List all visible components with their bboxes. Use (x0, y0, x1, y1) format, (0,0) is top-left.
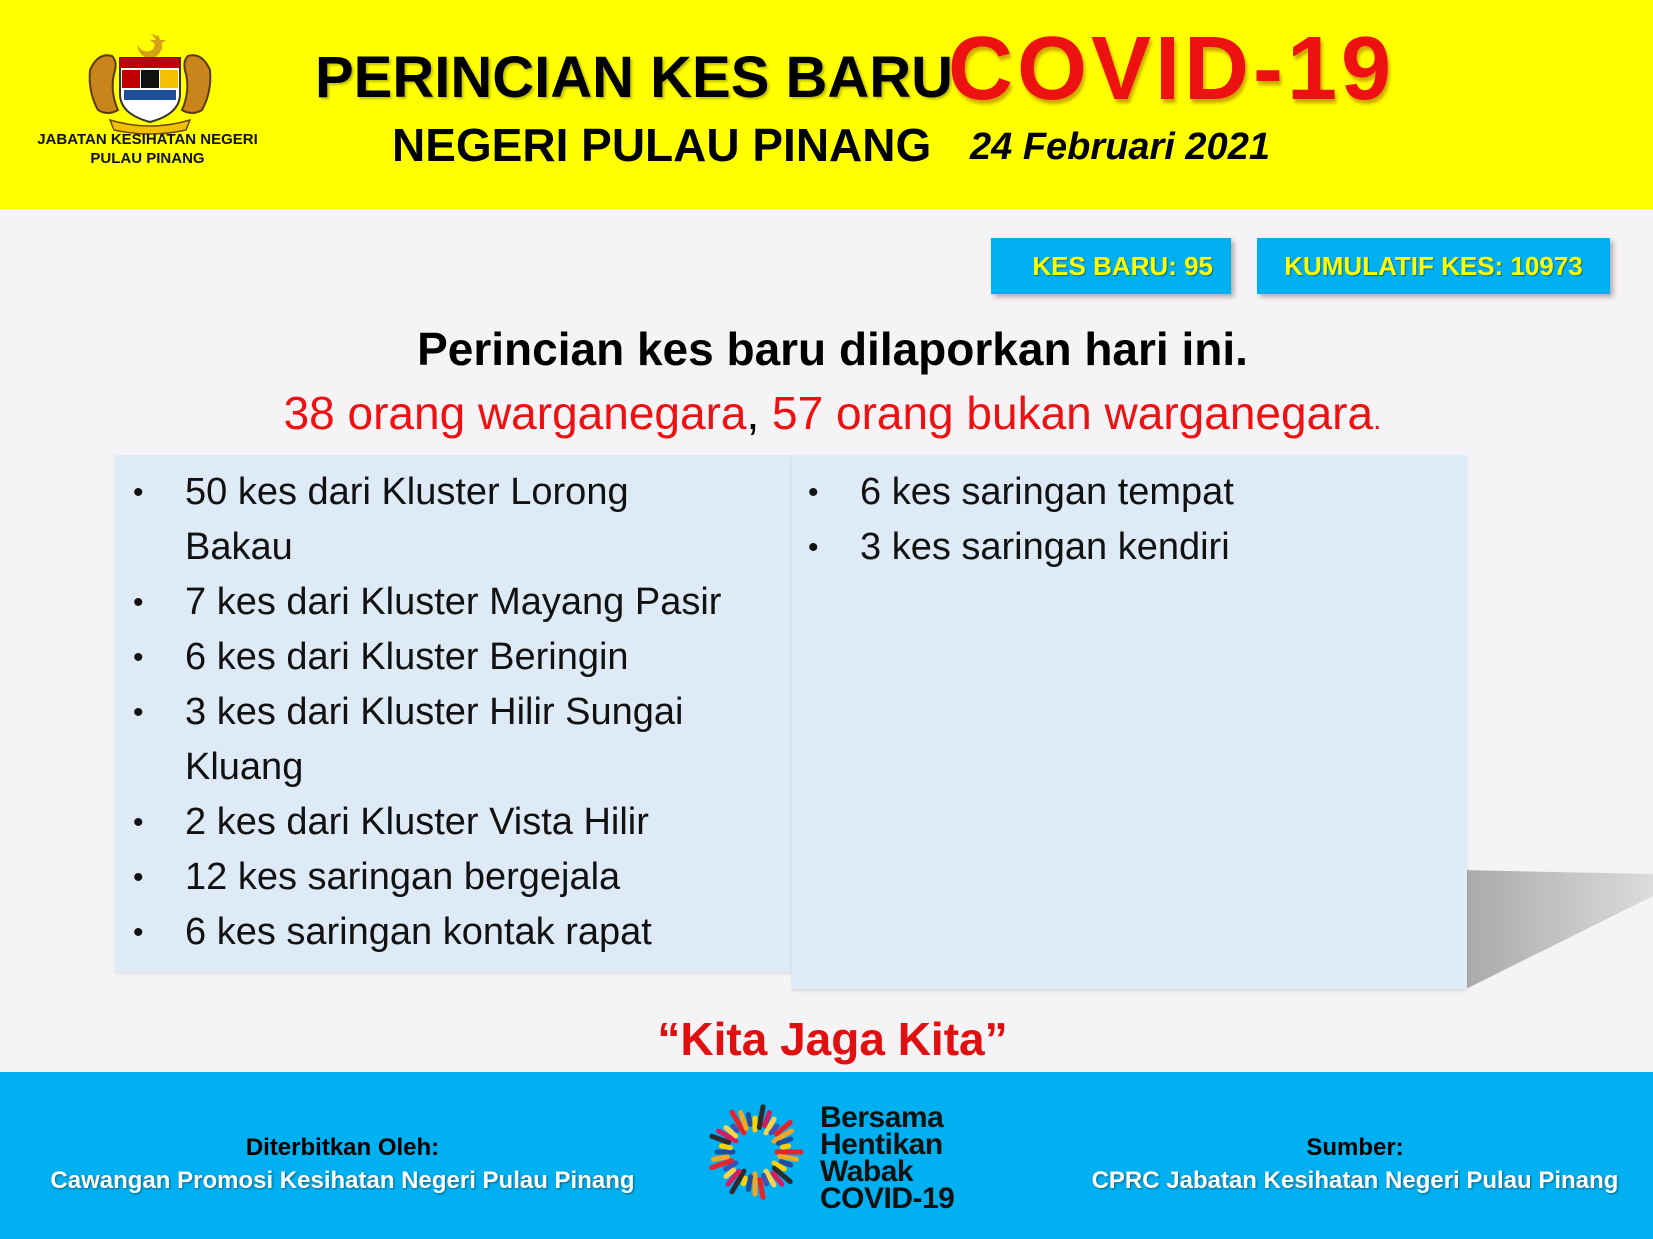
list-item: • 3 kes dari Kluster Hilir Sungai Kluang (115, 685, 775, 795)
bullet: • (133, 641, 144, 674)
citizenship-breakdown (0, 386, 1653, 440)
list-item: • 2 kes dari Kluster Vista Hilir (115, 795, 775, 850)
bullet: • (133, 586, 144, 619)
covid-title: COVID-19 (948, 19, 1396, 119)
department-line-2: PULAU PINANG (90, 150, 205, 167)
bullet: • (133, 696, 144, 729)
list-item: • 50 kes dari Kluster Lorong Bakau (115, 465, 775, 575)
burst-ray (733, 1126, 737, 1131)
publisher-name: Cawangan Promosi Kesihatan Negeri Pulau Pinang (50, 1167, 635, 1194)
burst-ray (780, 1156, 797, 1159)
malaysia-coat-of-arms-icon (80, 30, 220, 135)
burst-ray (722, 1146, 731, 1148)
summary-heading: Perincian kes baru dilaporkan hari ini. (417, 323, 1248, 375)
state-title: NEGERI PULAU PINANG (392, 119, 932, 171)
department-name (20, 130, 275, 168)
separator: , (746, 387, 760, 439)
burst-ray (743, 1178, 745, 1184)
report-date: 24 Februari 2021 (970, 126, 1270, 168)
burst-ray (781, 1162, 790, 1165)
slogan: “Kita Jaga Kita” (657, 1013, 1008, 1065)
list-item: • 6 kes saringan kontak rapat (115, 905, 775, 960)
burst-ray (760, 1180, 763, 1198)
burst-ray (714, 1157, 728, 1159)
burst-ray (748, 1177, 750, 1190)
campaign-slogan: Bersama Hentikan Wabak COVID-19 (820, 1101, 955, 1215)
burst-ray (759, 1107, 763, 1128)
department-line-1: JABATAN KESIHATAN NEGERI (37, 131, 258, 148)
cumulative-cases-badge: KUMULATIF KES: 10973 (1257, 238, 1610, 294)
campaign-burst-icon (700, 1097, 810, 1207)
case-list-left (115, 465, 775, 960)
publisher-label: Diterbitkan Oleh: (245, 1134, 440, 1161)
sentence-end: . (1373, 403, 1382, 436)
citizens-count: 38 orang warganegara (283, 387, 747, 439)
burst-ray (748, 1115, 750, 1125)
list-item: • 3 kes saringan kendiri (790, 520, 1450, 575)
source-name: CPRC Jabatan Kesihatan Negeri Pulau Pinang (1091, 1167, 1619, 1194)
case-list-right (790, 465, 1450, 575)
list-item: • 12 kes saringan bergejala (115, 850, 775, 905)
list-item: • 7 kes dari Kluster Mayang Pasir (115, 575, 775, 630)
burst-ray (764, 1176, 767, 1184)
non-citizens-count: 57 orang bukan warganegara (772, 387, 1374, 439)
list-item: • 6 kes dari Kluster Beringin (115, 630, 775, 685)
page-title: PERINCIAN KES BARU (315, 45, 954, 110)
panel-shadow (1460, 860, 1653, 990)
burst-ray (783, 1146, 789, 1147)
bullet: • (133, 476, 144, 509)
source-label: Sumber: (1306, 1134, 1404, 1161)
bullet: • (133, 861, 144, 894)
bullet: • (808, 476, 819, 509)
bullet: • (133, 916, 144, 949)
new-cases-badge: KES BARU: 95 (991, 238, 1231, 294)
bullet: • (808, 531, 819, 564)
bullet: • (133, 806, 144, 839)
list-item: • 6 kes saringan tempat (790, 465, 1450, 520)
